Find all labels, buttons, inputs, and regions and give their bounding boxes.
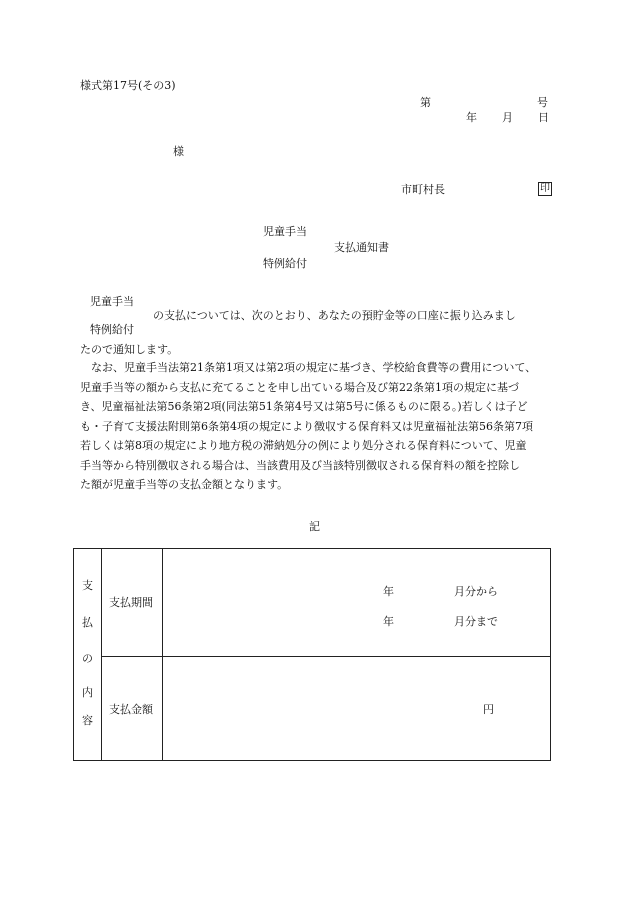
side-label-char: 払 (82, 616, 93, 629)
number-suffix: 号 (537, 96, 548, 109)
table-divider (162, 549, 163, 760)
body-first-line: の支払については、次のとおり、あなたの預貯金等の口座に振り込みまし (153, 309, 516, 322)
title-payment-notice: 支払通知書 (334, 241, 389, 254)
period-from-year: 年 (383, 585, 394, 598)
note-line: き、児童福祉法第56条第2項(同法第51条第4号又は第5号に係るものに限る。)若しくは子ど (80, 400, 528, 413)
note-line: なお、児童手当法第21条第1項又は第2項の規定に基づき、学校給食費等の費用について、 (80, 361, 537, 374)
period-from-month: 月分から (454, 585, 498, 598)
period-to-month: 月分まで (454, 615, 498, 628)
body-stack-bottom: 特例給付 (90, 323, 134, 336)
note-line: 児童手当等の額から支払に充てることを申し出ている場合及び第22条第1項の規定に基づ (80, 380, 519, 394)
number-prefix: 第 (420, 96, 431, 109)
period-to-year: 年 (383, 615, 394, 628)
side-label-char: の (82, 652, 93, 665)
date-month: 月 (502, 111, 513, 124)
date-day: 日 (538, 111, 549, 124)
note-line: 手当等から特別徴収される場合は、当該費用及び当該特別徴収される保育料の額を控除し (80, 458, 520, 472)
body-stack-top: 児童手当 (90, 295, 134, 308)
note-paragraph (80, 358, 552, 495)
payment-details-table (73, 548, 551, 761)
amount-unit: 円 (483, 703, 494, 716)
addressee-suffix: 様 (173, 145, 184, 158)
payment-period-label: 支払期間 (109, 596, 153, 609)
title-child-allowance: 児童手当 (263, 225, 307, 238)
body-first-line-cont: たので通知します。 (80, 343, 179, 356)
payment-amount-label: 支払金額 (109, 703, 153, 716)
note-line: 若しくは第8項の規定により地方税の滞納処分の例により処分される保育料について、児童 (80, 439, 527, 452)
ki-mark: 記 (309, 520, 320, 533)
date-year: 年 (466, 111, 477, 124)
seal-mark: 印 (540, 183, 550, 194)
note-line: も・子育て支援法附則第6条第4項の規定により徴収する保育料又は児童福祉法第56条第7項 (80, 419, 533, 433)
side-label-char: 支 (82, 579, 93, 592)
title-special-benefit: 特例給付 (263, 257, 307, 270)
sender-title: 市町村長 (401, 183, 445, 196)
side-label-char: 内 (82, 686, 93, 699)
table-divider (101, 656, 550, 657)
table-divider (101, 549, 102, 760)
form-number: 様式第17号(その3) (80, 79, 176, 92)
side-label-char: 容 (82, 714, 93, 727)
note-line: た額が児童手当等の支払金額となります。 (80, 478, 289, 491)
